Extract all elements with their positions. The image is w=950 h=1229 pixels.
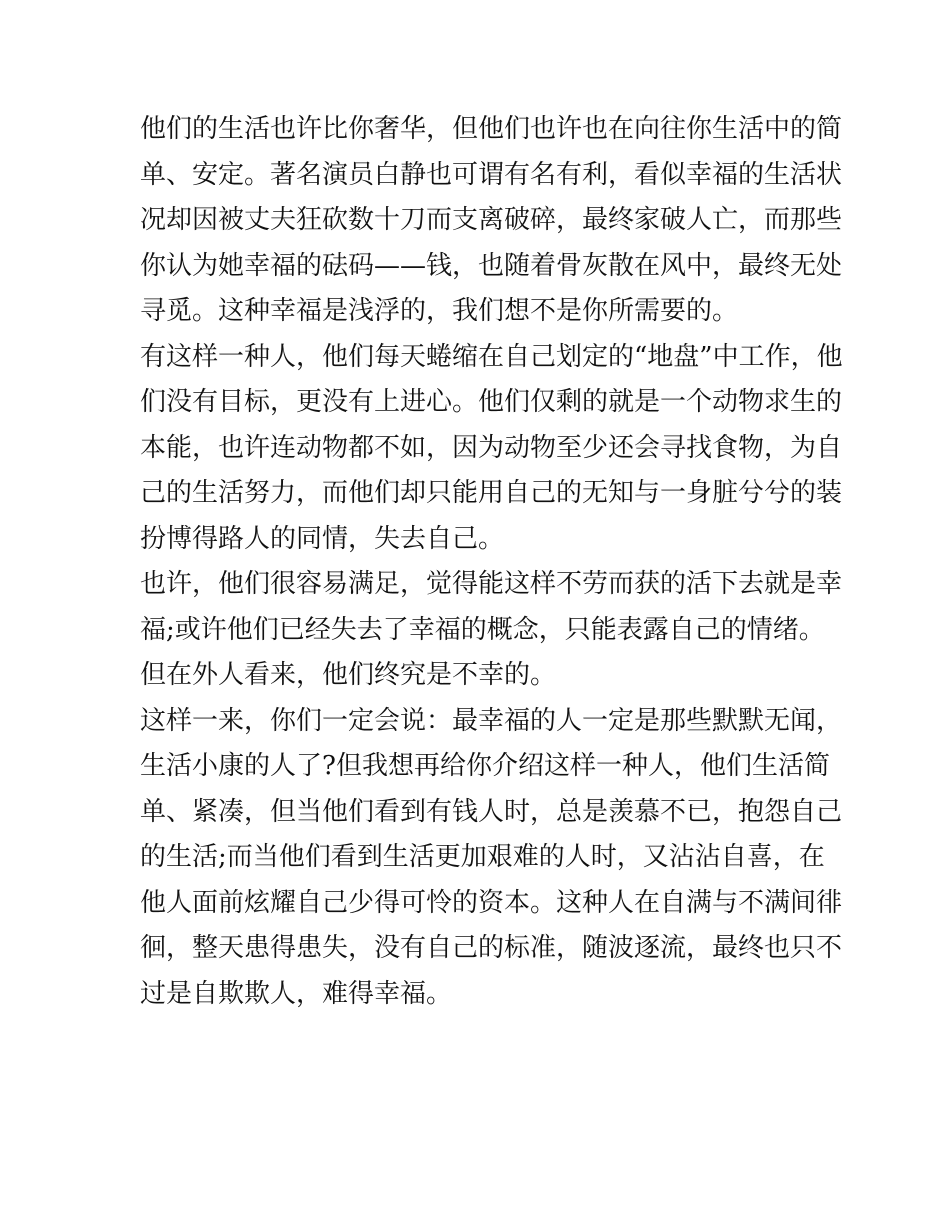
text-line: 他们的生活也许比你奢华，但他们也许也在向往你生活中的简 <box>140 114 843 144</box>
text-line: 但在外人看来，他们终究是不幸的。 <box>140 660 557 690</box>
text-line: 你认为她幸福的砝码——钱，也随着骨灰散在风中，最终无处 <box>140 250 843 281</box>
text-line: 单、紧凑，但当他们看到有钱人时，总是羡慕不已，抱怨自己 <box>140 796 843 827</box>
text-line: 这样一来，你们一定会说：最幸福的人一定是那些默默无闻， <box>140 705 843 736</box>
text-line: 过是自欺欺人，难得幸福。 <box>140 978 453 1009</box>
text-line: 徊，整天患得患失，没有自己的标准，随波逐流，最终也只不 <box>140 933 843 963</box>
text-line: 也许，他们很容易满足，觉得能这样不劳而获的活下去就是幸 <box>140 569 843 599</box>
text-line: 有这样一种人，他们每天蜷缩在自己划定的“地盘”中工作，他 <box>140 341 843 372</box>
text-line: 本能，也许连动物都不如，因为动物至少还会寻找食物，为自 <box>140 432 843 463</box>
text-line: 己的生活努力，而他们却只能用自己的无知与一身脏兮兮的装 <box>140 478 843 508</box>
text-line: 的生活;而当他们看到生活更加艰难的人时，又沾沾自喜，在 <box>140 842 825 872</box>
text-line: 寻觅。这种幸福是浅浮的，我们想不是你所需要的。 <box>140 296 739 326</box>
text-line: 单、安定。著名演员白静也可谓有名有利，看似幸福的生活状 <box>140 159 843 190</box>
text-line: 扮博得路人的同情，失去自己。 <box>140 523 505 554</box>
text-line: 们没有目标，更没有上进心。他们仅剩的就是一个动物求生的 <box>140 387 843 417</box>
body-text <box>140 107 843 1017</box>
text-line: 福;或许他们已经失去了幸福的概念，只能表露自己的情绪。 <box>140 614 825 645</box>
text-line: 他人面前炫耀自己少得可怜的资本。这种人在自满与不满间徘 <box>140 887 843 918</box>
text-line: 生活小康的人了?但我想再给你介绍这样一种人，他们生活简 <box>140 751 830 781</box>
text-line: 况却因被丈夫狂砍数十刀而支离破碎，最终家破人亡，而那些 <box>140 205 843 235</box>
